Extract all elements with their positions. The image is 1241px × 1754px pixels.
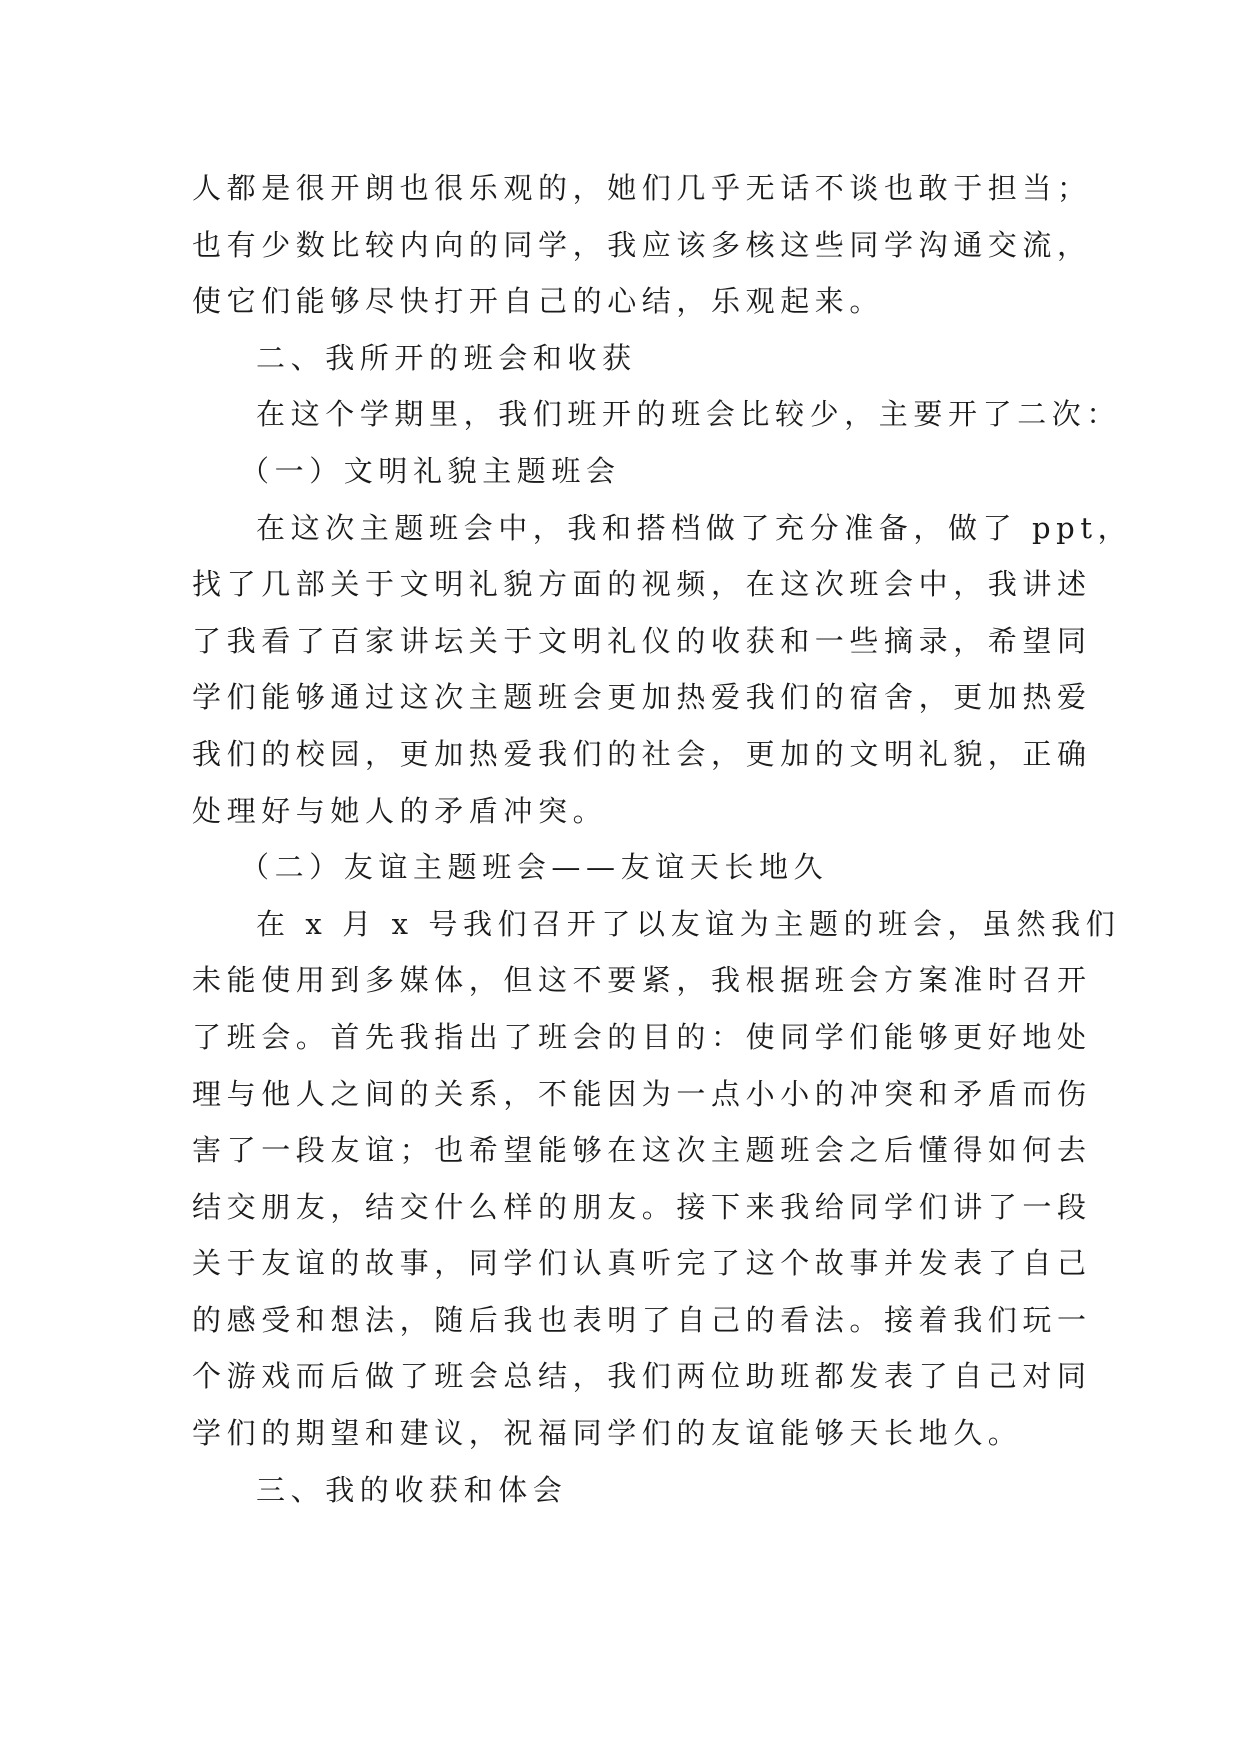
body-text-line: 理与他人之间的关系，不能因为一点小小的冲突和矛盾而伤 (192, 1076, 1092, 1111)
body-text-line: 结交朋友，结交什么样的朋友。接下来我给同学们讲了一段 (192, 1189, 1092, 1224)
body-text-line: 了班会。首先我指出了班会的目的：使同学们能够更好地处 (192, 1019, 1092, 1054)
body-text-line: 的感受和想法，随后我也表明了自己的看法。接着我们玩一 (192, 1302, 1092, 1337)
body-text-line: 未能使用到多媒体，但这不要紧，我根据班会方案准时召开 (192, 963, 1092, 998)
subsection-heading-1: （一）文明礼貌主题班会 (240, 453, 621, 488)
body-text-line: 了我看了百家讲坛关于文明礼仪的收获和一些摘录，希望同 (192, 623, 1092, 658)
section-heading-3: 三、我的收获和体会 (256, 1472, 568, 1507)
document-body (192, 160, 1133, 1518)
body-text-line: 在这次主题班会中，我和搭档做了充分准备，做了 ppt， (256, 510, 1133, 545)
body-text-line: 处理好与她人的矛盾冲突。 (192, 793, 608, 828)
body-text-line: 学们的期望和建议，祝福同学们的友谊能够天长地久。 (192, 1416, 1023, 1451)
body-text-line: 害了一段友谊；也希望能够在这次主题班会之后懂得如何去 (192, 1133, 1092, 1168)
body-text-line: 在这个学期里，我们班开的班会比较少，主要开了二次： (256, 397, 1122, 432)
body-text-line: 在 x 月 x 号我们召开了以友谊为主题的班会，虽然我们 (256, 906, 1121, 941)
body-text-line: 学们能够通过这次主题班会更加热爱我们的宿舍，更加热爱 (192, 680, 1092, 715)
body-text-line: 人都是很开朗也很乐观的，她们几乎无话不谈也敢于担当； (192, 171, 1092, 205)
body-text-line: 找了几部关于文明礼貌方面的视频，在这次班会中，我讲述 (192, 567, 1092, 602)
body-text-line: 使它们能够尽快打开自己的心结，乐观起来。 (192, 284, 885, 319)
body-text-line: 我们的校园，更加热爱我们的社会，更加的文明礼貌，正确 (192, 736, 1092, 771)
body-text-line: 关于友谊的故事，同学们认真听完了这个故事并发表了自己 (192, 1246, 1092, 1281)
section-heading-2: 二、我所开的班会和收获 (256, 340, 637, 375)
subsection-heading-2: （二）友谊主题班会——友谊天长地久 (240, 850, 829, 885)
body-text-line: 也有少数比较内向的同学，我应该多核这些同学沟通交流， (192, 227, 1092, 262)
body-text-line: 个游戏而后做了班会总结，我们两位助班都发表了自己对同 (192, 1359, 1092, 1394)
